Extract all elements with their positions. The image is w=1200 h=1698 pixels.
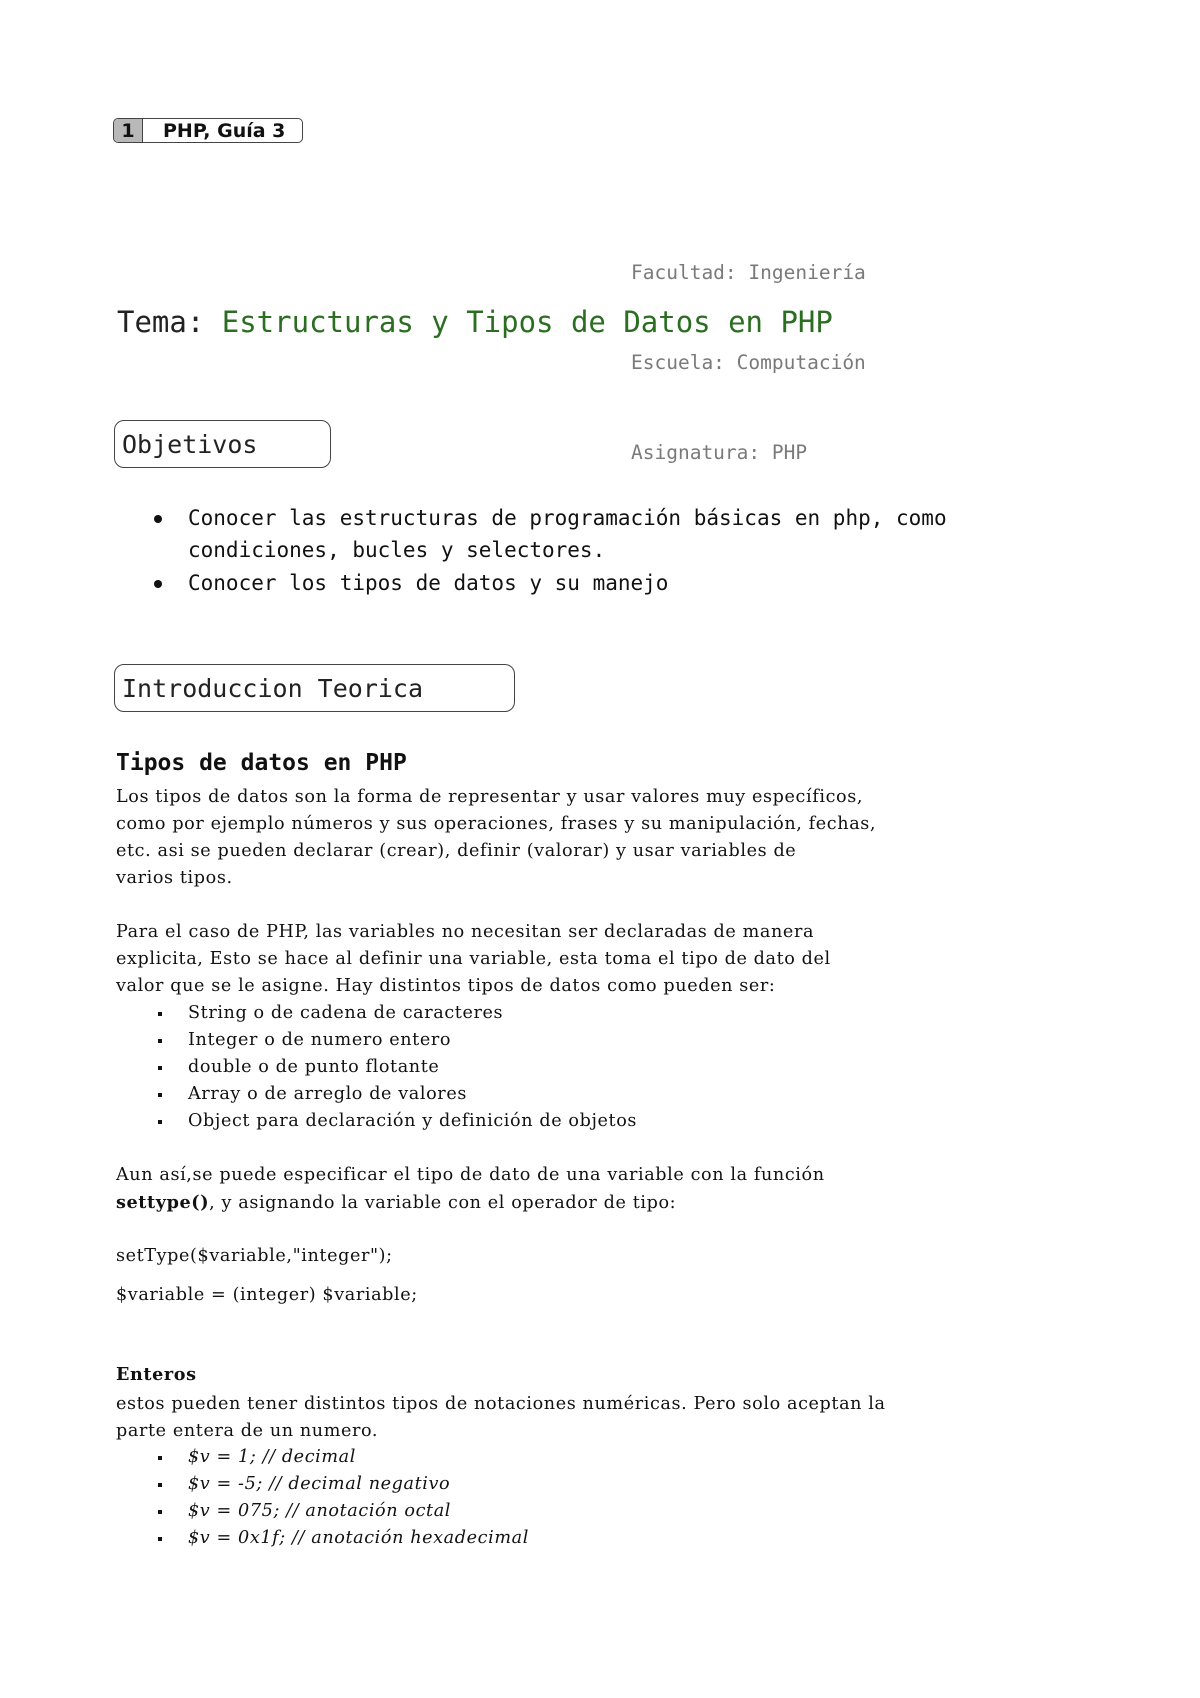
list-item: $v = 0x1f; // anotación hexadecimal <box>150 1525 529 1552</box>
list-item: String o de cadena de caracteres <box>150 1000 637 1027</box>
types-list <box>150 1000 637 1135</box>
intro-paragraph-2: Para el caso de PHP, las variables no necesitan ser declaradas de manera explicita, Esto se hace al definir una variable, esta toma el tipo de dato del valor que se le asigne. Hay distintos tipos de datos como pueden ser: <box>116 922 831 996</box>
bullet-icon <box>158 1066 162 1070</box>
list-item: double o de punto flotante <box>150 1054 637 1081</box>
bullet-icon <box>158 1012 162 1016</box>
meta-asignatura: Asignatura: PHP <box>631 441 808 464</box>
list-item: Conocer los tipos de datos y su manejo <box>150 567 1110 599</box>
bullet-icon <box>158 1120 162 1124</box>
bullet-icon <box>154 515 162 523</box>
bullet-icon <box>158 1456 162 1460</box>
tema-prefix: Tema: <box>117 305 222 339</box>
page-number: 1 <box>114 119 143 142</box>
code-line-2: $variable = (integer) $variable; <box>116 1285 418 1305</box>
guide-label: PHP, Guía 3 <box>163 119 286 142</box>
bullet-icon <box>158 1510 162 1514</box>
enteros-heading: Enteros <box>116 1364 197 1385</box>
tema-title: Estructuras y Tipos de Datos en PHP <box>221 305 833 339</box>
meta-escuela: Escuela: Computación <box>631 351 866 374</box>
enteros-examples-list <box>150 1444 529 1552</box>
intro-paragraph-1: Los tipos de datos son la forma de representar y usar valores muy específicos, como por ejemplo números y sus operaciones, frases y su manipulación, fechas, etc. asi se pueden declarar (crear), definir (valorar) y usar variables de varios tipos. <box>116 787 877 888</box>
enteros-paragraph: estos pueden tener distintos tipos de notaciones numéricas. Pero solo aceptan la parte entera de un numero. <box>116 1394 886 1441</box>
list-item: Conocer las estructuras de programación básicas en php, como condiciones, bucles y selectores. <box>150 502 1110 566</box>
objetivos-list <box>150 502 1110 600</box>
list-item: Object para declaración y definición de objetos <box>150 1108 637 1135</box>
settype-function: settype() <box>116 1192 210 1213</box>
bullet-icon <box>158 1039 162 1043</box>
course-meta <box>631 198 866 498</box>
list-item: $v = -5; // decimal negativo <box>150 1471 529 1498</box>
bullet-icon <box>158 1093 162 1097</box>
tipos-subheading: Tipos de datos en PHP <box>116 750 407 776</box>
objetivos-heading: Objetivos <box>114 420 331 468</box>
bullet-icon <box>154 580 162 588</box>
page-header-tag <box>113 118 303 143</box>
bullet-icon <box>158 1483 162 1487</box>
code-line-1: setType($variable,"integer"); <box>116 1246 393 1266</box>
tema-heading <box>117 305 833 339</box>
bullet-icon <box>158 1537 162 1541</box>
meta-facultad: Facultad: Ingeniería <box>631 261 866 284</box>
intro-paragraph-3: Aun así,se puede especificar el tipo de dato de una variable con la función settype(), y asignando la variable con el operador de tipo: <box>116 1165 825 1213</box>
list-item: Array o de arreglo de valores <box>150 1081 637 1108</box>
list-item: Integer o de numero entero <box>150 1027 637 1054</box>
introduccion-heading: Introduccion Teorica <box>114 664 515 712</box>
list-item: $v = 075; // anotación octal <box>150 1498 529 1525</box>
list-item: $v = 1; // decimal <box>150 1444 529 1471</box>
